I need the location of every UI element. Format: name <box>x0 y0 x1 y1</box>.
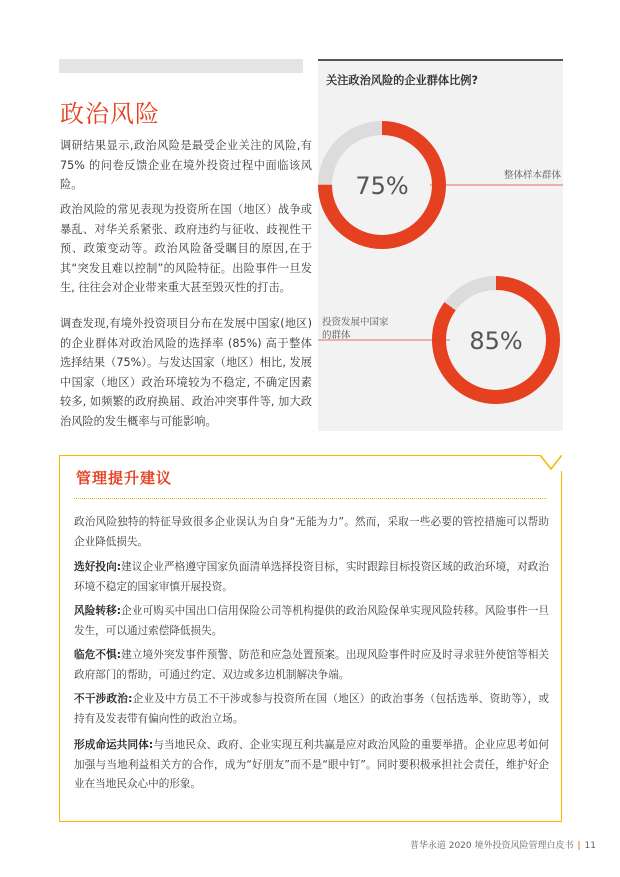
advice-item-text: 企业可购买中国出口信用保险公司等机构提供的政治风险保单实现风险转移。风险事件一旦发生，可以通过索偿降低损失。 <box>74 605 549 637</box>
donut-chart <box>318 283 553 397</box>
section-title: 政治风险 <box>60 100 160 128</box>
advice-divider <box>74 498 547 499</box>
donut-chart <box>325 128 563 242</box>
donut-value-label: 75% <box>355 172 409 200</box>
stat-panel <box>318 59 563 431</box>
advice-item-heading: 临危不惧: <box>74 649 122 661</box>
callout-notch <box>540 455 562 471</box>
advice-box <box>59 455 562 822</box>
page-number: 11 <box>584 841 596 851</box>
page-footer <box>410 838 596 851</box>
advice-title: 管理提升建议 <box>76 469 173 487</box>
advice-item <box>74 736 549 795</box>
donut-category-label: 投资发展中国家的群体 <box>322 317 389 341</box>
advice-item-heading: 风险转移: <box>74 605 122 617</box>
advice-item <box>74 558 549 597</box>
advice-item-text: 建立境外突发事件预警、防范和应急处置预案。出现风险事件时应及时寻求驻外使馆等相关政府部门的帮助，可通过约定、双边或多边机制解决争端。 <box>74 649 549 681</box>
advice-item-heading: 不干涉政治: <box>74 693 133 705</box>
advice-item <box>74 646 549 685</box>
advice-item <box>74 602 549 641</box>
advice-intro: 政治风险独特的特征导致很多企业误认为自身“无能为力”。然而，采取一些必要的管控措施可以帮助企业降低损失。 <box>74 516 549 548</box>
body-paragraph-1: 调研结果显示,政治风险是最受企业关注的风险,有 75% 的问卷反馈企业在境外投资过程中面临该风险。 <box>60 139 312 191</box>
advice-item-heading: 形成命运共同体: <box>74 739 154 751</box>
advice-item-heading: 选好投向: <box>74 561 122 573</box>
advice-item-text: 企业及中方员工不干涉或参与投资所在国（地区）的政治事务（包括选举、资助等），或持有及发表带有偏向性的政治立场。 <box>74 693 549 725</box>
advice-item-text: 建议企业严格遵守国家负面清单选择投资目标，实时跟踪目标投资区域的政治环境，对政治环境不稳定的国家审慎开展投资。 <box>74 561 549 593</box>
advice-item-text: 与当地民众、政府、企业实现互利共赢是应对政治风险的重要举措。企业应思考如何加强与当地利益相关方的合作，成为“好朋友”而不是“眼中钉”。同时要积极承担社会责任，维护好企业在当地民众心中的形象。 <box>74 739 549 790</box>
donut-charts <box>318 59 563 431</box>
panel-title: 关注政治风险的企业群体比例? <box>326 74 478 87</box>
footer-text: 普华永道 2020 境外投资风险管理白皮书 <box>409 841 574 851</box>
header-bar <box>59 59 303 73</box>
body-paragraph-3: 调查发现,有境外投资项目分布在发展中国家(地区)的企业群体对政治风险的选择率 (85%) 高于整体选择结果（75%）。与发达国家（地区）相比, 发展中国家（地区）政治环境较为不稳定, 不确定因素较多, 如频繁的政府换届、政治冲突事件等, 加大政治风险的发生概率与可能影响。 <box>60 317 312 428</box>
body-paragraph-2: 政治风险的常见表现为投资所在国（地区）战争或暴乱、对华关系紧张、政府违约与征收、歧视性干预、政策变动等。政治风险备受瞩目的原因,在于其“突发且难以控制”的风险特征。出险事件一旦发生, 往往会对企业带来重大甚至毁灭性的打击。 <box>60 203 312 294</box>
donut-value-label: 85% <box>469 327 523 355</box>
donut-category-label: 整体样本群体 <box>503 170 561 181</box>
footer-separator: | <box>577 841 581 851</box>
advice-item <box>74 690 549 729</box>
